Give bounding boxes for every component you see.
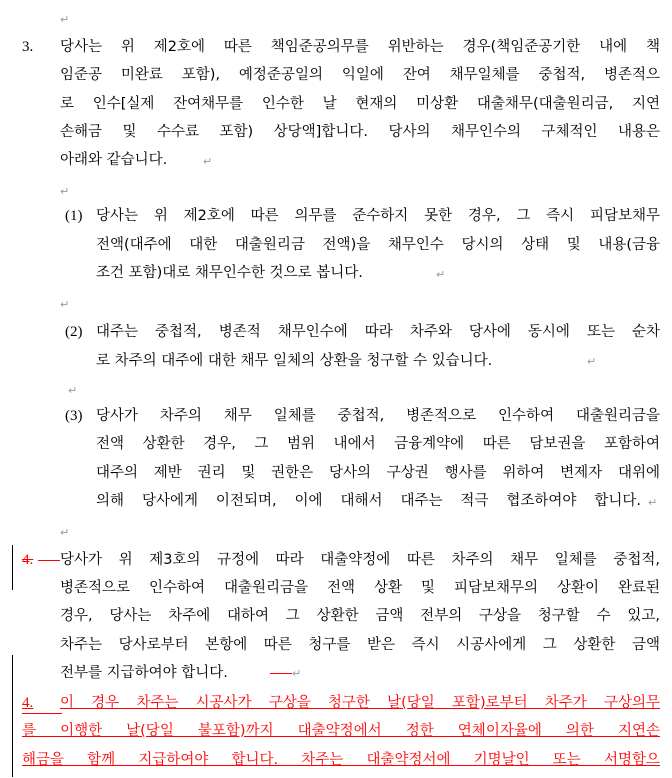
paragraph-mark: ↵ xyxy=(203,155,213,168)
change-bar xyxy=(12,545,13,590)
text-line: 대주의 제반 권리 및 권한은 당사의 구상권 행사를 위하여 변제자 대위에 xyxy=(96,465,660,481)
deleted-tab-line xyxy=(38,560,60,561)
paragraph-mark: ↵ xyxy=(587,355,597,368)
deleted-clause-number: 4. xyxy=(22,552,34,568)
paragraph-mark: ↵ xyxy=(60,298,70,311)
text-line: 당사는 위 제2호에 따른 책임준공의무를 위반하는 경우(책임준공기한 내에 책 xyxy=(60,39,660,55)
paragraph-mark: ↵ xyxy=(292,667,302,680)
text-line: 당사가 차주의 채무 일체를 중첩적, 병존적으로 인수하여 대출원리금을 xyxy=(96,408,660,424)
text-line: 로 인수[실제 잔여채무를 인수한 날 현재의 미상환 대출채무(대출원리금, 지연 xyxy=(60,96,660,112)
deleted-mark-line xyxy=(270,673,292,674)
text-line: 당사는 위 제2호에 따른 의무를 준수하지 못한 경우, 그 즉시 피담보채무 xyxy=(96,208,660,224)
paragraph-mark: ↵ xyxy=(68,384,78,397)
inserted-text-line: 를 이행한 날(당일 불포함)까지 대출약정에서 정한 연체이자율에 의한 지연손 xyxy=(22,723,660,739)
text-line: 전액(대주에 대한 대출원리금 전액)을 채무인수 당시의 상태 및 내용(금융 xyxy=(96,237,660,253)
text-line: 병존적으로 인수하여 대출원리금을 전액 상환 및 피담보채무의 상환이 완료된 xyxy=(60,580,660,596)
paragraph-mark: ↵ xyxy=(436,268,446,281)
text-line: 차주는 당사로부터 본항에 따른 청구를 받은 즉시 시공사에게 그 상환한 금액 xyxy=(60,637,660,653)
text-line: 의해 당사에게 이전되며, 이에 대해서 대주는 적극 협조하여야 합니다. xyxy=(96,493,641,509)
text-line: 전부를 지급하여야 합니다. xyxy=(60,665,228,681)
inserted-underline xyxy=(22,713,62,714)
inserted-text-line: 이 경우 차주는 시공사가 구상을 청구한 날(당일 포함)로부터 차주가 구상의무 xyxy=(60,695,660,711)
clause-number: 3. xyxy=(22,39,34,55)
text-line: 전액 상환한 경우, 그 범위 내에서 금융계약에 따른 담보권을 포함하여 xyxy=(96,436,660,452)
text-line: 조건 포함)대로 채무인수한 것으로 봅니다. xyxy=(96,265,363,281)
paragraph-mark: ↵ xyxy=(60,526,70,539)
clause-number: (1) xyxy=(65,208,83,224)
clause-number: (3) xyxy=(65,408,83,424)
change-bar xyxy=(12,655,13,777)
inserted-text-line: 해금을 함께 지급하여야 합니다. 차주는 대출약정서에 기명날인 또는 서명함으 xyxy=(22,752,660,768)
text-line: 손해금 및 수수료 포함) 상당액]합니다. 당사의 채무인수의 구체적인 내용은 xyxy=(60,124,660,140)
paragraph-mark: ↵ xyxy=(60,13,70,26)
text-line: 당사가 위 제3호의 규정에 따라 대출약정에 따른 차주의 채무 일체를 중첩적, xyxy=(60,552,660,568)
paragraph-mark: ↵ xyxy=(60,185,70,198)
paragraph-mark: ↵ xyxy=(648,496,658,509)
text-line: 대주는 중첩적, 병존적 채무인수에 따라 차주와 당사에 동시에 또는 순차 xyxy=(96,324,660,340)
text-line: 로 차주의 대주에 대한 채무 일체의 상환을 청구할 수 있습니다. xyxy=(96,353,493,369)
inserted-clause-number: 4. xyxy=(22,695,34,711)
text-line: 경우, 당사는 차주에 대하여 그 상환한 금액 전부의 구상을 청구할 수 있고, xyxy=(60,608,660,624)
text-line: 임준공 미완료 포함), 예정준공일의 익일에 잔여 채무일체를 중첩적, 병존적으 xyxy=(60,67,660,83)
clause-number: (2) xyxy=(65,324,83,340)
text-line: 아래와 같습니다. xyxy=(60,152,168,168)
